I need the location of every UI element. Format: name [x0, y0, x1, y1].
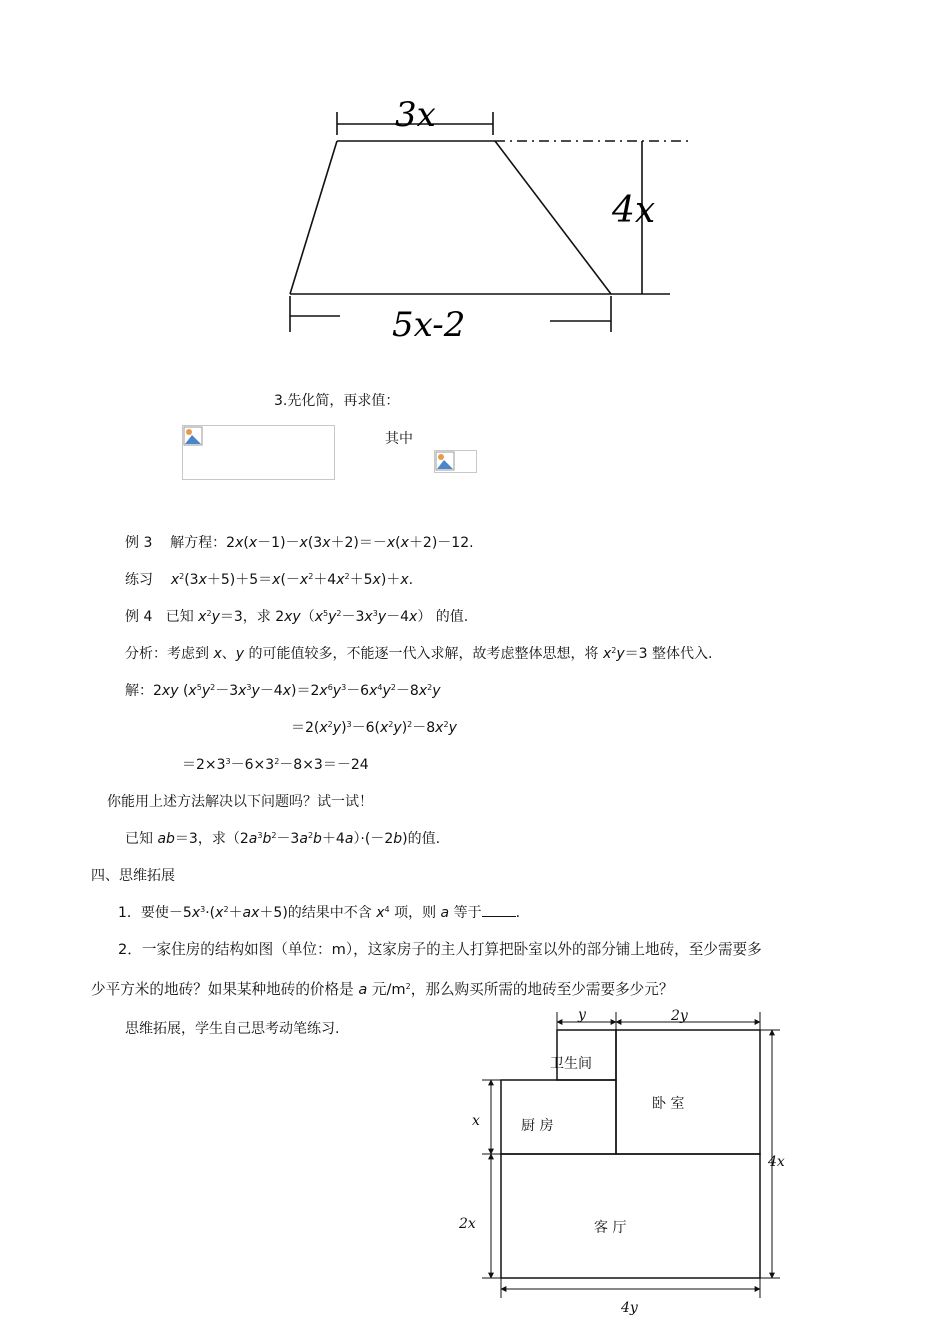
expression-image — [182, 425, 335, 480]
problem-1-end: . — [515, 905, 521, 921]
analysis-expr: $x^2y$ — [602, 646, 625, 662]
q3-text: 3.先化简，再求值： — [274, 393, 400, 409]
solution-step1: 2xy $(x^5y^2-3x^3y-4x)=2x^6y^3-6x^4y^2-8x^2y$ — [153, 683, 441, 699]
bathroom-label: 卫生间 — [550, 1056, 592, 1072]
analysis-text1: 考虑到 — [167, 646, 214, 662]
problem-1-expr: $x^3\cdot(x^2+ax+5)$ — [191, 905, 288, 921]
problem-1-post2: 等于 — [449, 905, 482, 921]
extension-note: 思维拓展，学生自己思考动笔练习. — [125, 1021, 340, 1037]
label-3x: 3x — [395, 95, 436, 135]
condition-image — [434, 450, 477, 473]
label-5x-2: 5x-2 — [392, 305, 466, 345]
kitchen-label: 厨 房 — [521, 1118, 554, 1134]
trapezoid-figure — [270, 90, 710, 350]
solution-line1 — [125, 680, 441, 700]
example-4-label: 例 4 — [125, 609, 153, 625]
problem-1-post: 项，则 — [389, 905, 441, 921]
label-4x: 4x — [612, 190, 656, 231]
analysis-vars: x、y — [213, 646, 245, 662]
problem-2-line2c: ，那么购买所需的地砖至少需要多少元？ — [410, 981, 674, 998]
analysis-text3: ＝3 整体代入. — [624, 646, 713, 662]
try-text: 你能用上述方法解决以下问题吗？试一试！ — [107, 794, 373, 810]
example-4-mid: ＝3，求 — [219, 609, 276, 625]
broken-image-icon — [183, 426, 203, 446]
problem-1-pre: 要使－5 — [140, 905, 192, 921]
problem-2-line2a: 少平方米的地砖？如果某种地砖的价格是 — [91, 981, 359, 998]
dim-y-label: y — [578, 1007, 586, 1023]
q3-where: 其中 — [385, 431, 413, 447]
example-4-pre: 已知 — [165, 609, 199, 625]
problem-1-mid: 的结果中不含 — [287, 905, 377, 921]
bedroom-label: 卧 室 — [652, 1096, 685, 1112]
broken-image-icon — [435, 451, 455, 471]
analysis — [125, 643, 712, 663]
example-4-expr1: $x^2y$ — [198, 609, 220, 625]
example-3-body: 解方程： — [170, 535, 227, 551]
example-3-equation: 2x(x－1)－x(3x＋2)＝－x(x＋2)－12. — [226, 535, 474, 551]
answer-blank[interactable] — [482, 904, 516, 917]
solution-line2: $=2(x^2y)^3-6(x^2y)^2-8x^2y$ — [291, 720, 457, 736]
example-4-expr2: $2xy(x^5y^2-3x^3y-4x)$ — [275, 609, 432, 625]
problem-2-var-a: a — [358, 981, 368, 998]
dim-x-label: x — [472, 1113, 480, 1129]
practice — [125, 569, 413, 589]
problem-2-line1: 2．一家住房的结构如图（单位：m），这家房子的主人打算把卧室以外的部分铺上地砖，至少需要多 — [118, 941, 762, 958]
example-4-post: 的值. — [431, 609, 469, 625]
practice-label: 练习 — [125, 572, 153, 588]
section-4-title: 四、思维拓展 — [91, 868, 175, 884]
problem-1 — [118, 902, 520, 922]
problem-2-line2: 少平方米的地砖？如果某种地砖的价格是 a 元$/m^2$，那么购买所需的地砖至少需要多少元？ — [91, 981, 674, 998]
dim-4y-label: 4y — [621, 1300, 638, 1316]
problem-1-num: 1． — [118, 905, 141, 921]
known-expr: ab＝3，求$(2a^3b^2-3a^2b+4a)\cdot(-2b)$的值. — [157, 831, 441, 847]
example-3-label: 例 3 — [125, 535, 153, 551]
example-3 — [125, 532, 474, 552]
known-ab — [125, 828, 440, 848]
example-4 — [125, 606, 468, 626]
known-pre: 已知 — [125, 831, 158, 847]
living-room-label: 客 厅 — [594, 1220, 627, 1236]
analysis-label: 分析： — [125, 646, 167, 662]
solution-label: 解： — [125, 683, 153, 699]
dim-2y-label: 2y — [671, 1008, 688, 1024]
practice-equation: $x^2(3x+5)+5=x(-x^2+4x^2+5x)+x$. — [170, 572, 414, 588]
dim-2x-label: 2x — [459, 1216, 476, 1232]
problem-2-line2b: 元/m — [367, 981, 406, 998]
dim-4x-label: 4x — [768, 1154, 785, 1170]
solution-line3: $=2\times 3^3-6\times 3^2-8\times 3=-24$ — [182, 757, 369, 773]
problem-1-var: a — [440, 905, 450, 921]
problem-1-term: $x^4$ — [376, 905, 390, 921]
analysis-text2: 的可能值较多，不能逐一代入求解，故考虑整体思想，将 — [244, 646, 603, 662]
floor-plan-figure — [450, 1005, 790, 1325]
